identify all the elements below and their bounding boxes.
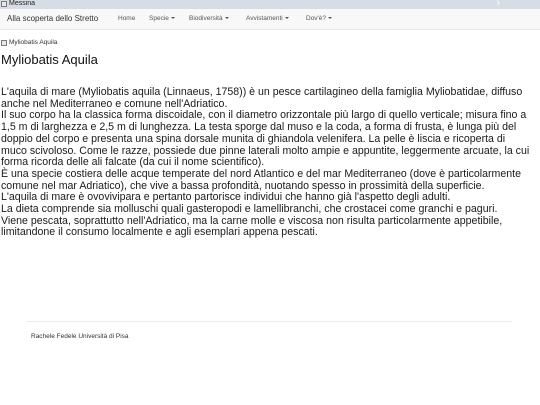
nav-item-avvistamenti-label: Avvistamenti: [246, 15, 283, 22]
broken-image-icon: [1, 1, 7, 7]
banner-image-alt: Messina: [9, 0, 36, 7]
banner-image: [0, 0, 540, 9]
article-paragraph: L'aquila di mare (Myliobatis aquila (Linnaeus, 1758)) è un pesce cartilagineo della famiglia Myliobatidae, diffuso anche nel Mediterraneo e comune nell'Adriatico.: [1, 86, 523, 110]
caret-down-icon: [285, 17, 289, 19]
nav-item-avvistamenti[interactable]: [246, 14, 289, 23]
article-paragraph: È una specie costiera delle acque temperate del nord Atlantico e del mar Mediterraneo (dove è particolarmente comune nel mar Adriatico), che vive a bassa profondità, nuotando spesso in prossimità della superficie.: [1, 167, 521, 192]
caret-down-icon: [225, 17, 229, 19]
nav-item-specie-label: Specie: [149, 15, 169, 22]
article-body: [1, 87, 533, 239]
nav-item-specie[interactable]: [149, 14, 175, 23]
banner-broken-image: [1, 0, 35, 9]
nav-item-biodiversita-label: Biodiversità: [189, 15, 223, 22]
species-image: [1, 38, 57, 47]
article-paragraph: La dieta comprende sia molluschi quali gasteropodi e lamellibranchi, che crostacei come granchi e paguri.: [1, 203, 498, 216]
navbar-brand[interactable]: Alla scoperta dello Stretto: [7, 14, 99, 23]
footer-credit: Rachele Fedele Università di Pisa: [31, 333, 129, 340]
species-image-alt: Myliobatis Aquila: [9, 39, 58, 46]
nav-item-dove-label: Dov'è?: [306, 15, 327, 22]
caret-down-icon: [171, 17, 175, 19]
navbar: [0, 9, 540, 30]
page-title: Myliobatis Aquila: [1, 52, 98, 67]
broken-image-icon: [1, 40, 7, 46]
nav-item-dove[interactable]: [306, 14, 332, 23]
article-paragraph: Viene pescata, soprattutto nell'Adriatico, ma la carne molle e viscosa non risulta particolarmente appetibile, limitandone il consumo localmente e agli esemplari appena pescati.: [1, 214, 503, 239]
article-paragraph: Il suo corpo ha la classica forma discoidale, con il diametro orizzontale più largo di quello verticale; misura fino a 1,5 m di larghezza e 2,5 m di lunghezza. La testa sporge dal muso e la coda, a forma di frusta, è lunga più del doppio del corpo e presenta una spina dorsale munita di ghiandola velenifera. La pelle è liscia e ricoperta di muco scivoloso. Come le razze, possiede due pinne laterali molto ampie e appuntite, leggermente arcuate, la cui forma ricorda delle ali falcate (da cui il nome scientifico).: [1, 109, 530, 169]
carousel-next-icon[interactable]: ›: [496, 0, 500, 9]
caret-down-icon: [328, 17, 332, 19]
nav-item-home[interactable]: [118, 14, 135, 23]
nav-item-home-label: Home: [118, 15, 136, 22]
nav-item-biodiversita[interactable]: [189, 14, 229, 23]
footer-divider: [26, 321, 512, 322]
article-paragraph: L'aquila di mare è ovovivipara e pertanto partorisce individui che hanno già l'aspetto degli adulti.: [1, 191, 451, 204]
